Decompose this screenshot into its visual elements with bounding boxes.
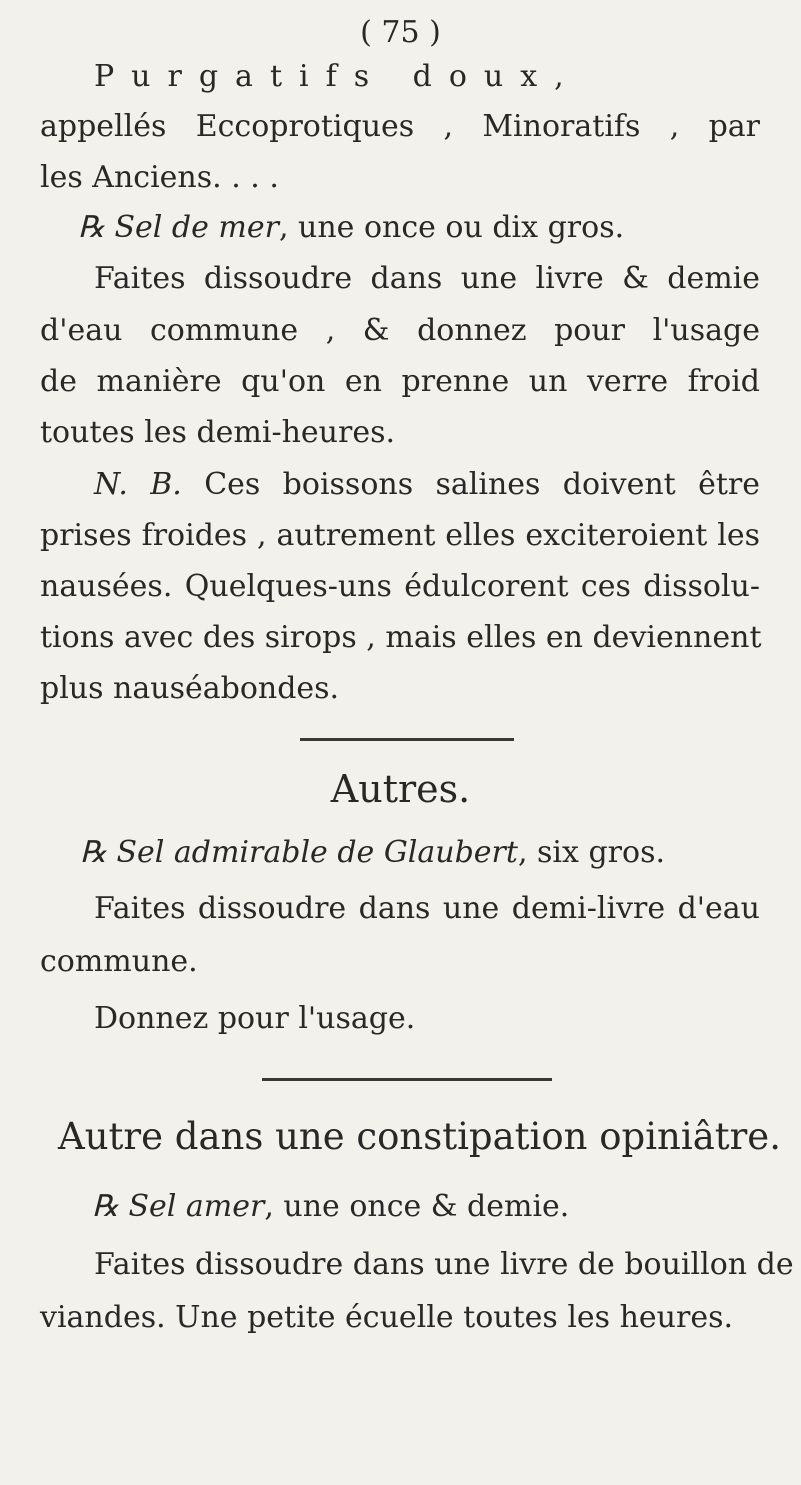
nb-label: N. B.	[94, 467, 182, 502]
section-divider	[262, 1078, 552, 1081]
text-line: viandes. Une petite écuelle toutes les heures.	[40, 1300, 734, 1335]
nb-text: Ces boissons salines doivent être	[204, 467, 760, 502]
text-line: nausées. Quelques-uns édulcorent ces dissolu-	[40, 569, 760, 604]
section-title-constipation: Autre dans une constipation opiniâtre.	[58, 1115, 781, 1158]
text-line: toutes les demi-heures.	[40, 415, 396, 450]
text-line: Faites dissoudre dans une demi-livre d'eau	[94, 891, 760, 926]
section-divider	[300, 738, 514, 741]
text-line: Faites dissoudre dans une livre & demie	[94, 261, 760, 296]
recipe-item: Sel admirable de Glaubert	[116, 835, 518, 870]
text-line: tions avec des sirops , mais elles en deviennent	[40, 620, 762, 655]
recipe-quantity: , une once ou dix gros.	[278, 210, 625, 245]
recipe-symbol: ℞	[80, 835, 107, 870]
recipe-symbol: ℞	[92, 1189, 119, 1224]
recipe-symbol: ℞	[78, 210, 105, 245]
text-line: plus nauséabondes.	[40, 671, 340, 706]
text-line: de manière qu'on en prenne un verre froid	[40, 364, 760, 399]
recipe-item: Sel amer	[128, 1189, 265, 1224]
text-line: les Anciens. . . .	[40, 160, 279, 195]
section-heading-purgatifs: Purgatifs doux,	[94, 59, 581, 94]
text-line: prises froides , autrement elles exciteroient les	[40, 518, 760, 553]
recipe-quantity: , six gros.	[517, 835, 666, 870]
text-line: appellés Eccoprotiques , Minoratifs , par	[40, 109, 760, 144]
recipe-quantity: , une once & demie.	[264, 1189, 570, 1224]
recipe-item: Sel de mer	[114, 210, 279, 245]
recipe-line	[78, 210, 625, 245]
nb-line	[94, 467, 760, 502]
text-line: d'eau commune , & donnez pour l'usage	[40, 313, 760, 348]
section-title-autres: Autres.	[330, 767, 471, 811]
page-number: ( 75 )	[360, 15, 441, 50]
recipe-line	[92, 1189, 570, 1224]
text-line: Faites dissoudre dans une livre de bouillon de	[94, 1247, 794, 1282]
text-line: Donnez pour l'usage.	[94, 1001, 416, 1036]
recipe-line	[80, 835, 666, 870]
text-line: commune.	[40, 944, 198, 979]
